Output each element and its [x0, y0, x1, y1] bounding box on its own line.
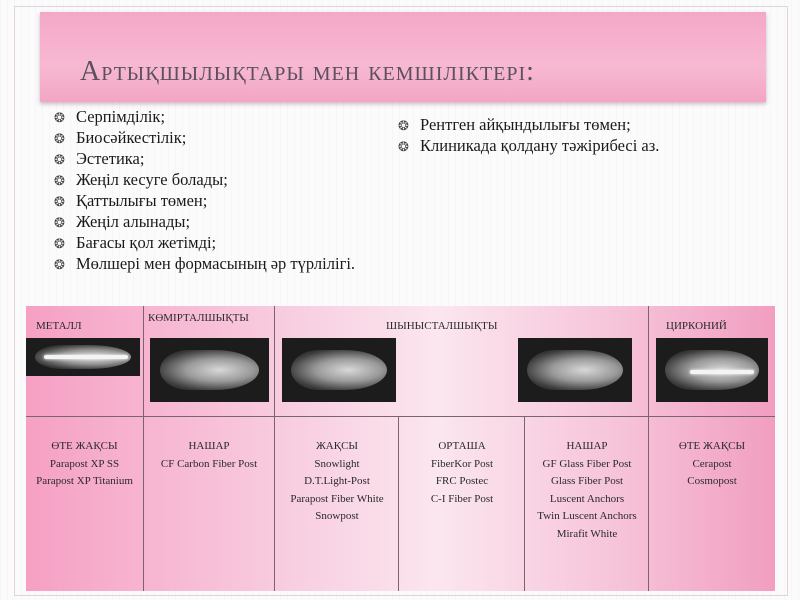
list-item: ❂ Рентген айқындылығы төмен; — [398, 115, 631, 134]
rating-label: ӨТЕ ЖАҚСЫ — [678, 440, 746, 452]
post-name: CF Carbon Fiber Post — [160, 457, 258, 470]
bullet-icon: ❂ — [54, 215, 65, 230]
bullet-icon: ❂ — [398, 139, 409, 154]
post-name: Parapost XP SS — [49, 457, 120, 470]
post-name: GF Glass Fiber Post — [542, 457, 632, 470]
list-item: ❂ Биосәйкестілік; — [54, 128, 187, 147]
cell-metal — [28, 438, 141, 491]
post-name: C-I Fiber Post — [430, 492, 494, 505]
grid-line — [26, 416, 775, 417]
post-shape — [690, 370, 754, 374]
post-name: Cosmopost — [687, 475, 737, 487]
advantages-list — [54, 106, 384, 274]
grid-line — [143, 306, 144, 591]
list-item: ❂ Бағасы қол жетімді; — [54, 233, 217, 252]
xray-glass-fiber-post-2 — [518, 338, 632, 402]
post-name: Parapost XP Titanium — [36, 475, 133, 487]
rating-label: ОРТАША — [438, 440, 486, 452]
post-name: Snowpost — [315, 510, 359, 522]
post-name: FiberKor Post — [430, 457, 494, 470]
list-item: ❂ Клиникада қолдану тәжірибесі аз. — [398, 136, 660, 155]
header-carbon-fiber: КӨМІРТАЛШЫҚТЫ — [148, 312, 249, 324]
list-item: ❂ Қаттылығы төмен; — [54, 191, 208, 210]
cell-glass-fiber-average — [402, 438, 522, 508]
bullet-icon: ❂ — [54, 257, 65, 272]
bullet-icon: ❂ — [54, 131, 65, 146]
xray-glass-fiber-post-1 — [282, 338, 396, 402]
post-name: Cerapost — [692, 457, 732, 470]
xray-metal-post — [26, 338, 140, 376]
bullet-icon: ❂ — [54, 236, 65, 251]
post-name: Snowlight — [314, 457, 360, 470]
cell-carbon-fiber — [148, 438, 270, 473]
post-name: Mirafit White — [556, 527, 618, 540]
bullet-icon: ❂ — [54, 173, 65, 188]
rating-label: ӨТЕ ЖАҚСЫ — [51, 440, 118, 452]
cell-glass-fiber-good — [278, 438, 396, 526]
tooth-shape — [291, 350, 387, 391]
post-name: Luscent Anchors — [549, 492, 625, 505]
grid-line — [274, 306, 275, 591]
list-item: ❂ Мөлшері мен формасының әр түрлілігі. — [54, 254, 356, 273]
rating-label: ЖАҚСЫ — [315, 440, 359, 452]
xray-zirconium-post — [656, 338, 768, 402]
post-name: Twin Luscent Anchors — [537, 510, 637, 522]
xray-carbon-fiber-post — [150, 338, 269, 402]
post-name: D.T.Light-Post — [304, 475, 370, 487]
list-item: ❂ Эстетика; — [54, 149, 145, 168]
list-item: ❂ Серпімділік; — [54, 107, 166, 126]
bullet-icon: ❂ — [54, 110, 65, 125]
slide-title: Артықшылықтары мен кемшіліктері: — [80, 56, 535, 87]
list-item: ❂ Жеңіл алынады; — [54, 212, 191, 231]
list-item: ❂ Жеңіл кесуге болады; — [54, 170, 228, 189]
posts-comparison-table — [26, 306, 775, 591]
header-zirconium: ЦИРКОНИЙ — [666, 320, 727, 332]
post-name: Glass Fiber Post — [550, 475, 624, 487]
post-name: FRC Postec — [435, 475, 489, 487]
disadvantages-list — [398, 114, 778, 156]
bullet-icon: ❂ — [398, 118, 409, 133]
grid-line — [398, 416, 399, 591]
rating-label: НАШАР — [188, 440, 230, 452]
bullet-icon: ❂ — [54, 152, 65, 167]
tooth-shape — [160, 350, 260, 391]
header-metal: МЕТАЛЛ — [36, 320, 82, 332]
post-name: Parapost Fiber White — [290, 492, 384, 505]
cell-zirconium — [652, 438, 772, 491]
cell-glass-fiber-poor — [528, 438, 646, 543]
tooth-shape — [527, 350, 623, 391]
bullet-icon: ❂ — [54, 194, 65, 209]
grid-line — [524, 416, 525, 591]
rating-label: НАШАР — [566, 440, 608, 452]
header-glass-fiber: ШЫНЫСТАЛШЫҚТЫ — [386, 320, 498, 332]
grid-line — [648, 306, 649, 591]
post-shape — [44, 355, 128, 359]
